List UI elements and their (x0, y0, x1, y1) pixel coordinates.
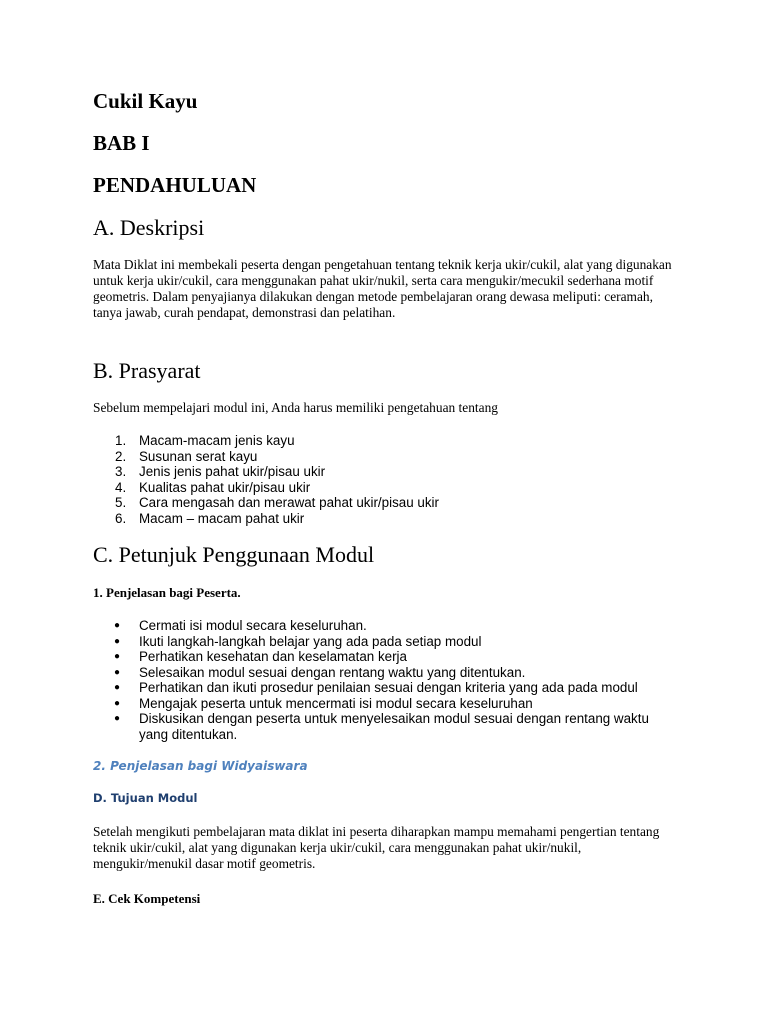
section-a-body: Mata Diklat ini membekali peserta dengan pengetahuan tentang teknik kerja ukir/cukil, alat yang digunakan untuk kerja ukir/cukil, cara menggunakan pahat ukir/nukil, serta cara mengukir/mecukil sederhana motif geometris. Dalam penyajianya dilakukan dengan metode pembelajaran orang dewasa meliputi: ceramah, tanya jawab, curah pendapat, demonstrasi dan pelatihan. (93, 257, 672, 320)
list-item: 5. Cara mengasah dan merawat pahat ukir/pisau ukir (115, 495, 439, 510)
list-item: ● Perhatikan dan ikuti prosedur penilaian sesuai dengan kriteria yang ada pada modul (114, 680, 638, 695)
participant-guidance-list (93, 618, 683, 742)
prerequisite-list (93, 433, 683, 526)
section-b-heading: B. Prasyarat (93, 358, 201, 383)
section-e-heading: E. Cek Kompetensi (93, 891, 201, 906)
list-item: 3. Jenis jenis pahat ukir/pisau ukir (115, 464, 326, 479)
chapter-title: PENDAHULUAN (93, 173, 257, 197)
document-title: Cukil Kayu (93, 89, 198, 113)
list-item: ● Perhatikan kesehatan dan keselamatan kerja (114, 649, 407, 664)
bullet-icon: ● (114, 651, 121, 662)
list-item: ● Diskusikan dengan peserta untuk menyelesaikan modul sesuai dengan rentang waktu yang ditentukan. (114, 711, 649, 742)
bullet-icon: ● (114, 713, 121, 724)
list-item: ● Mengajak peserta untuk mencermati isi modul secara keseluruhan (114, 695, 533, 711)
chapter-label: BAB I (93, 131, 150, 155)
list-item: 6. Macam – macam pahat ukir (115, 510, 305, 526)
list-item: 2. Susunan serat kayu (115, 448, 258, 464)
list-item: 4. Kualitas pahat ukir/pisau ukir (115, 479, 311, 495)
bullet-icon: ● (114, 666, 121, 678)
bullet-icon: ● (114, 682, 121, 693)
list-item: ● Selesaikan modul sesuai dengan rentang waktu yang ditentukan. (114, 664, 526, 680)
section-c-sub1: 1. Penjelasan bagi Peserta. (93, 585, 241, 600)
section-d-body: Setelah mengikuti pembelajaran mata diklat ini peserta diharapkan mampu memahami pengertian tentang teknik ukir/cukil, alat yang digunakan kerja ukir/cukil, cara menggunakan pahat ukir/nukil, mengukir/menukil dasar motif geometris. (93, 824, 660, 871)
list-item: ● Ikuti langkah-langkah belajar yang ada pada setiap modul (114, 633, 482, 649)
list-item: 1. Macam-macam jenis kayu (115, 433, 295, 448)
list-item: ● Cermati isi modul secara keseluruhan. (114, 618, 367, 633)
section-c-heading: C. Petunjuk Penggunaan Modul (93, 542, 375, 567)
bullet-icon: ● (114, 620, 121, 631)
section-a-heading: A. Deskripsi (93, 215, 205, 240)
section-c-sub2: 2. Penjelasan bagi Widyaiswara (93, 759, 308, 773)
section-b-intro: Sebelum mempelajari modul ini, Anda harus memiliki pengetahuan tentang (93, 400, 498, 415)
bullet-icon: ● (114, 697, 121, 709)
section-d-heading: D. Tujuan Modul (93, 791, 198, 805)
bullet-icon: ● (114, 635, 121, 647)
